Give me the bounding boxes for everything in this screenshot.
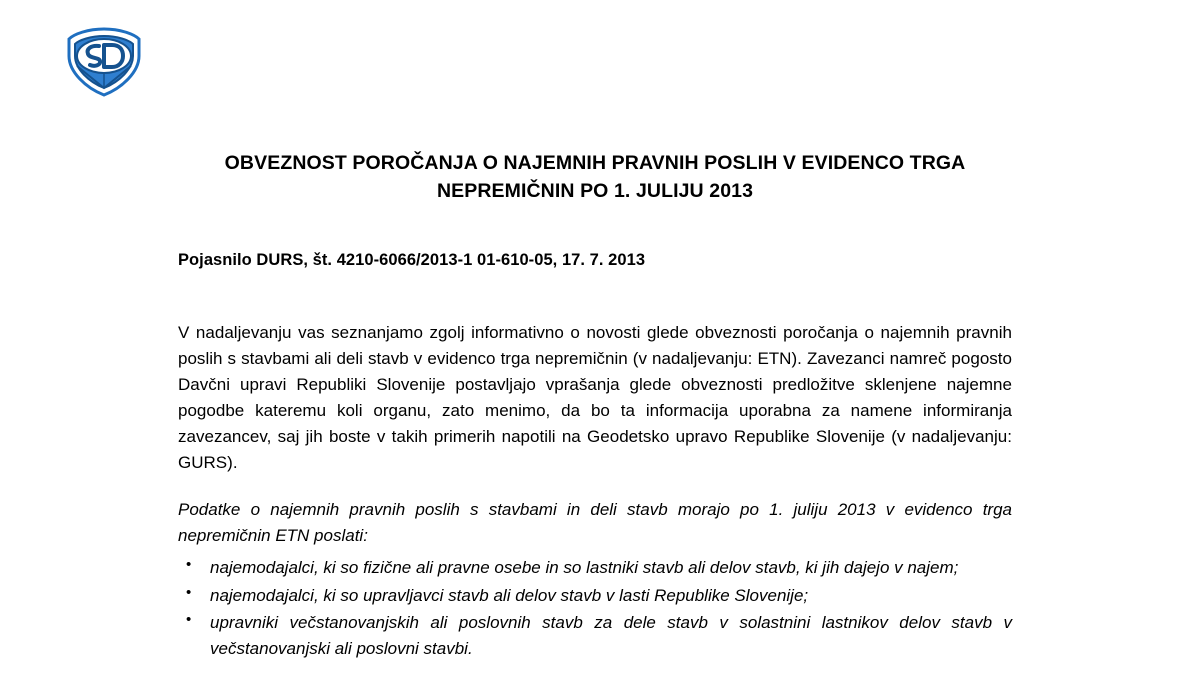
document-content: [178, 150, 1012, 661]
paragraph-reporting-intro: Podatke o najemnih pravnih poslih s stavbami in deli stavb morajo po 1. juliju 2013 v evidenco trga nepremičnin ETN poslati:: [178, 500, 1012, 546]
list-item: • najemodajalci, ki so upravljavci stavb ali delov stavb v lasti Republike Slovenije;: [178, 583, 1012, 609]
page-title: OBVEZNOST POROČANJA O NAJEMNIH PRAVNIH POSLIH V EVIDENCO TRGA NEPREMIČNIN PO 1. JULIJU 2013: [224, 152, 966, 202]
durs-logo: [62, 26, 146, 98]
list-item: • upravniki večstanovanjskih ali poslovnih stavb za dele stavb v solastnini lastnikov delov stavb v večstanovanjski ali poslovni stavbi.: [178, 610, 1012, 661]
reporting-obligations-list: [178, 549, 1012, 661]
list-item: • najemodajalci, ki so fizične ali pravne osebe in so lastniki stavb ali delov stavb, ki jih dajejo v najem;: [178, 555, 1012, 581]
paragraph-intro: V nadaljevanju vas seznanjamo zgolj informativno o novosti glede obveznosti poročanja o najemnih pravnih poslih s stavbami ali deli stavb v evidenco trga nepremičnin (v nadaljevanju: ETN). Zavezanci namreč pogosto Davčni upravi Republiki Slovenije postavljajo vprašanja glede obveznosti predložitve sklenjene najemne pogodbe kateremu koli organu, zato menimo, da bo ta informacija uporabna za namene informiranja zavezancev, saj jih boste v takih primerih napotili na Geodetsko upravo Republike Slovenije (v nadaljevanju: GURS).: [178, 323, 1012, 472]
document-reference: Pojasnilo DURS, št. 4210-6066/2013-1 01-610-05, 17. 7. 2013: [178, 251, 646, 270]
